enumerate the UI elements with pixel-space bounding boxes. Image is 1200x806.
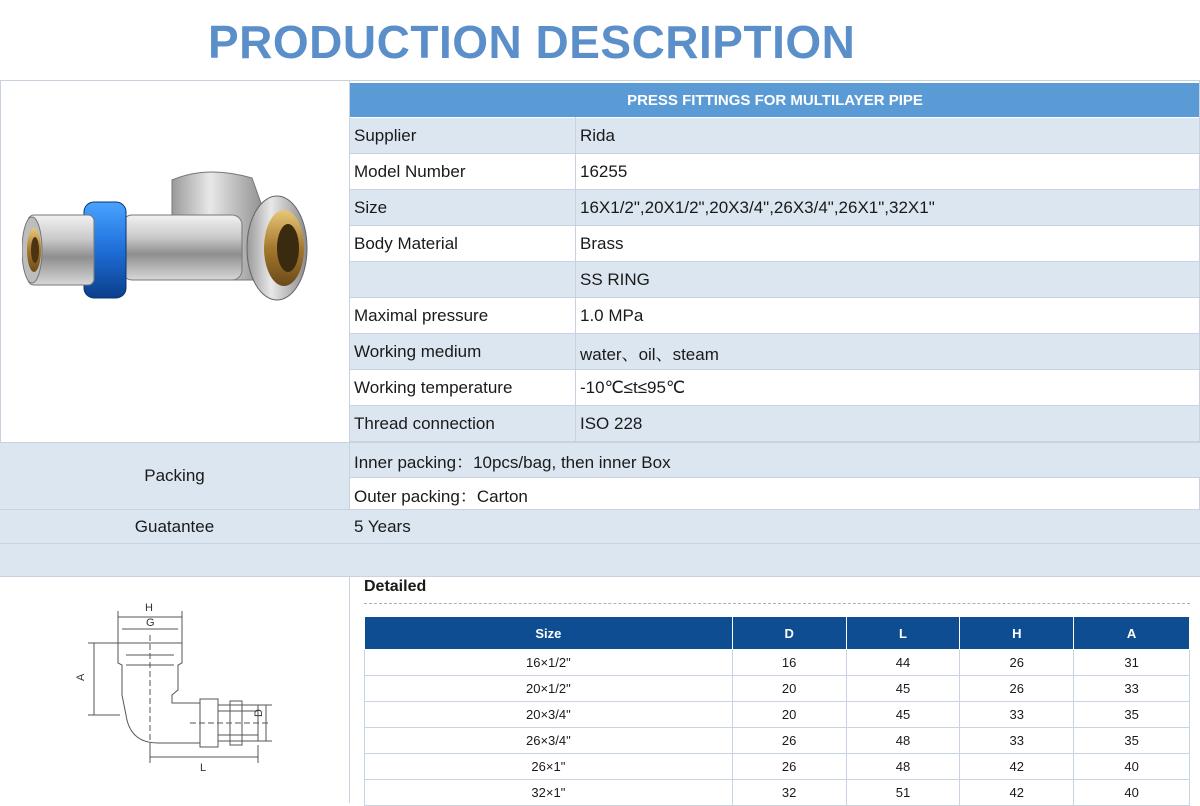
detailed-title: Detailed (364, 578, 427, 595)
table-row (365, 754, 1190, 780)
column-header: D (732, 617, 846, 650)
table-row (365, 780, 1190, 806)
spec-label: Thread connection (354, 414, 495, 433)
table-cell: 26 (732, 728, 846, 754)
spec-value: -10℃≤t≤95℃ (580, 378, 686, 397)
table-cell: 26 (732, 754, 846, 780)
guarantee-value: 5 Years (354, 516, 411, 536)
spec-value: 16255 (580, 162, 628, 181)
drawing-label-l: L (200, 762, 207, 774)
spec-label: Body Material (354, 234, 458, 253)
table-cell: 33 (960, 728, 1074, 754)
technical-drawing (60, 595, 320, 775)
packing-outer: Outer packing：Carton (354, 486, 528, 506)
spec-value: 16X1/2",20X1/2",20X3/4",26X3/4",26X1",32X1" (580, 198, 935, 217)
table-cell: 20 (732, 702, 846, 728)
table-cell: 31 (1074, 650, 1190, 676)
table-cell: 35 (1074, 728, 1190, 754)
table-row (365, 650, 1190, 676)
table-cell: 44 (846, 650, 960, 676)
spec-value: ISO 228 (580, 414, 643, 433)
page-title: PRODUCTION DESCRIPTION (208, 16, 856, 68)
spec-label: Supplier (354, 126, 417, 145)
table-row (365, 676, 1190, 702)
column-header: Size (365, 617, 733, 650)
drawing-label-g: G (146, 617, 155, 629)
table-cell: 16×1/2" (365, 650, 733, 676)
spec-header: PRESS FITTINGS FOR MULTILAYER PIPE (350, 83, 1200, 117)
table-cell: 48 (846, 728, 960, 754)
product-photo (22, 160, 312, 340)
title-row (0, 0, 1200, 81)
table-cell: 33 (960, 702, 1074, 728)
table-cell: 32 (732, 780, 846, 806)
drawing-label-a: A (75, 673, 87, 681)
table-cell: 33 (1074, 676, 1190, 702)
detailed-divider (364, 603, 1190, 604)
spec-value: 1.0 MPa (580, 306, 644, 325)
table-cell: 35 (1074, 702, 1190, 728)
spec-value: SS RING (580, 270, 650, 289)
table-cell: 45 (846, 702, 960, 728)
table-cell: 40 (1074, 754, 1190, 780)
table-cell: 32×1" (365, 780, 733, 806)
table-cell: 20×1/2" (365, 676, 733, 702)
spec-label (354, 262, 574, 298)
spec-value: water、oil、steam (580, 344, 719, 364)
table-cell: 51 (846, 780, 960, 806)
spec-value: Brass (580, 234, 624, 253)
table-cell: 26×1" (365, 754, 733, 780)
column-header: H (960, 617, 1074, 650)
spacer-row (0, 544, 1200, 576)
drawing-label-d: D (253, 709, 265, 717)
table-cell: 42 (960, 754, 1074, 780)
table-cell: 48 (846, 754, 960, 780)
table-cell: 20×3/4" (365, 702, 733, 728)
table-cell: 40 (1074, 780, 1190, 806)
spec-label: Model Number (354, 162, 466, 181)
spec-label: Maximal pressure (354, 306, 489, 325)
packing-inner: Inner packing：10pcs/bag, then inner Box (354, 452, 671, 472)
table-cell: 16 (732, 650, 846, 676)
table-row (365, 728, 1190, 754)
detailed-table (364, 616, 1190, 806)
column-header: L (846, 617, 960, 650)
spec-label: Size (354, 198, 388, 217)
packing-label: Packing (144, 466, 205, 485)
table-row (365, 702, 1190, 728)
spec-label: Working temperature (354, 378, 513, 397)
table-cell: 20 (732, 676, 846, 702)
spec-value: Rida (580, 126, 615, 145)
table-cell: 45 (846, 676, 960, 702)
table-cell: 26 (960, 676, 1074, 702)
drawing-label-h: H (145, 602, 153, 614)
table-cell: 42 (960, 780, 1074, 806)
spec-label: Working medium (354, 342, 482, 361)
guarantee-label: Guatantee (134, 516, 215, 536)
column-header: A (1074, 617, 1190, 650)
table-cell: 26 (960, 650, 1074, 676)
table-cell: 26×3/4" (365, 728, 733, 754)
